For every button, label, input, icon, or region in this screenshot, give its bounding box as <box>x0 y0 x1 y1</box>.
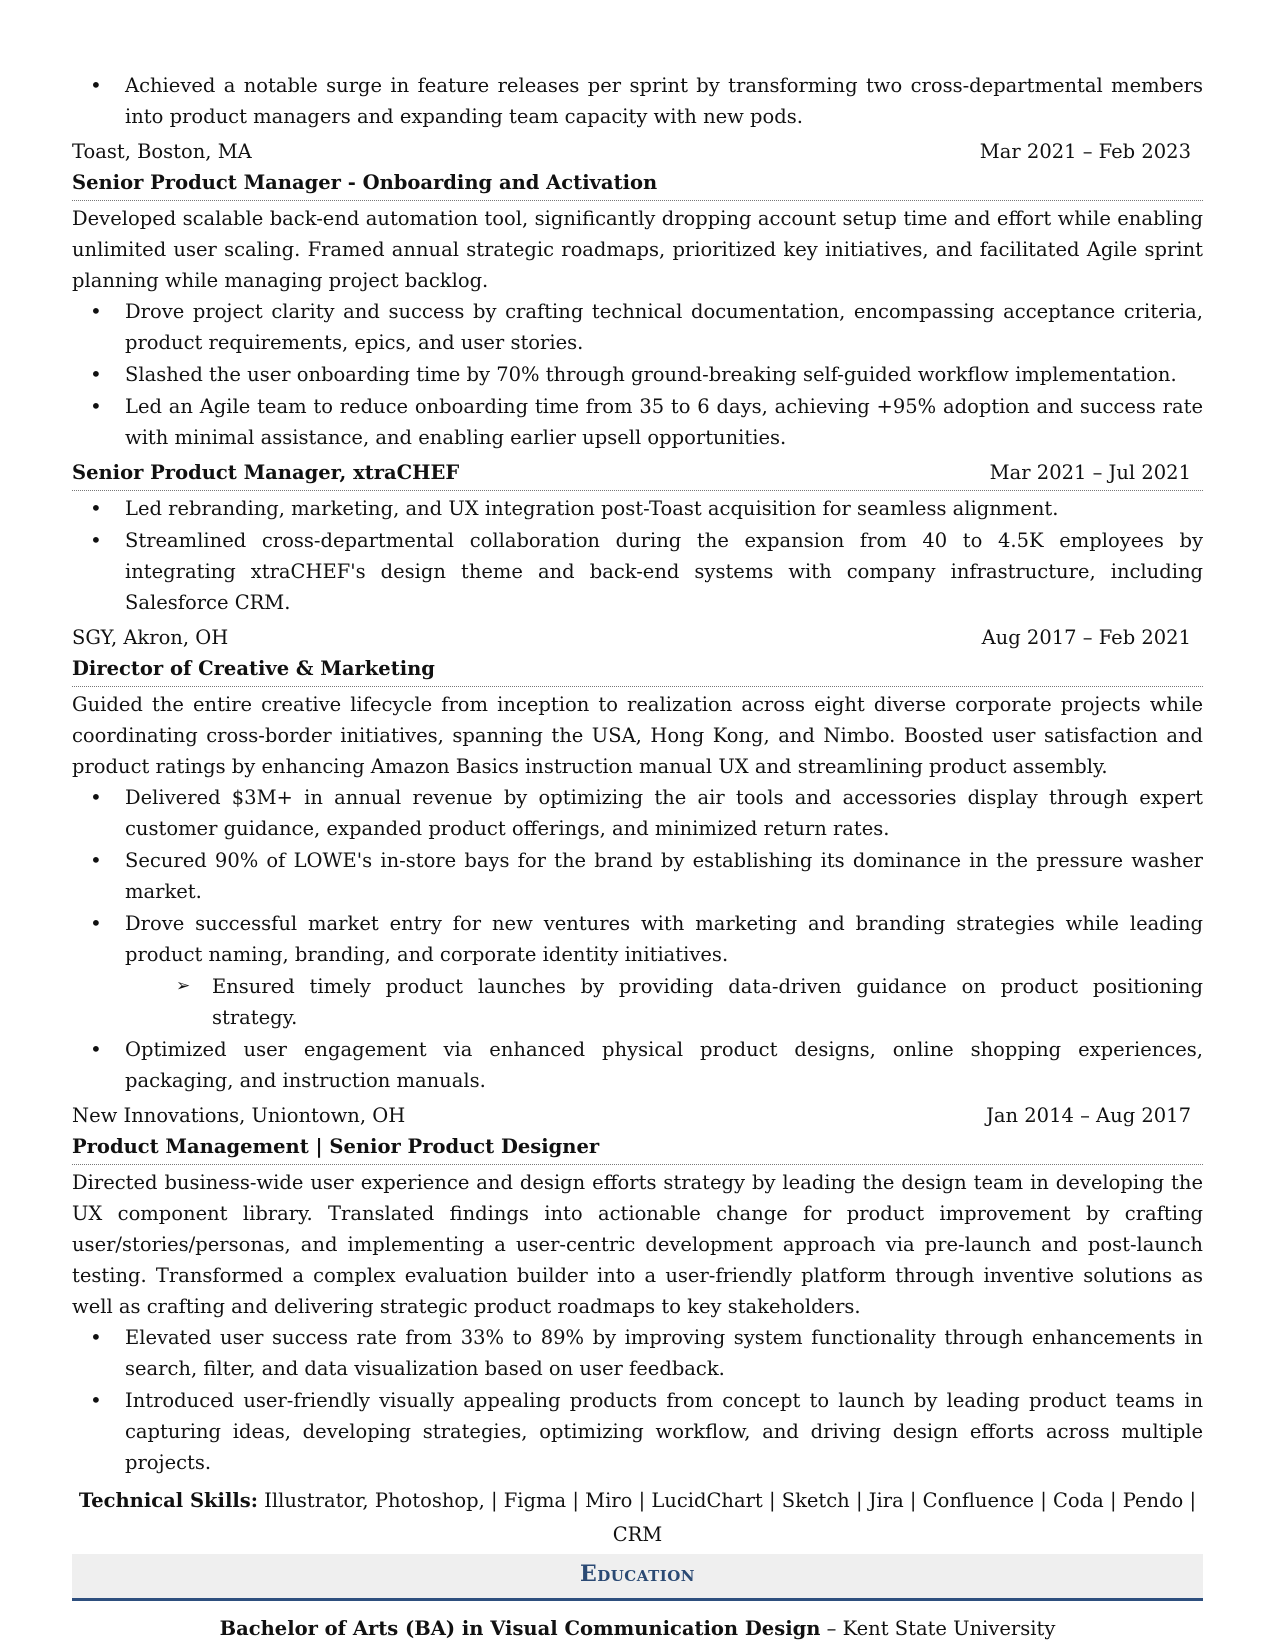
bullet-icon: • <box>90 1325 102 1349</box>
bullet-item <box>72 1322 1203 1384</box>
arrow-bullet-icon: ➢ <box>176 976 191 996</box>
job-summary: Directed business-wide user experience and design efforts strategy by leading the design team in developing the UX component library. Translated findings into actionable change for product improvement by crafting user/stories/personas, and implementing a user-centric development approach via pre-launch and post-launch testing. Transformed a complex evaluation builder into a user-friendly platform through inventive solutions as well as crafting and delivering strategic product roadmaps to key stakeholders. <box>72 1171 1203 1318</box>
bullet-icon: • <box>90 528 102 552</box>
bullet-text: Optimized user engagement via enhanced physical product designs, online shopping experiences, packaging, and instruction manuals. <box>125 1038 1203 1092</box>
bullet-text: Delivered $3M+ in annual revenue by optimizing the air tools and accessories display through expert customer guidance, expanded product offerings, and minimized return rates. <box>125 786 1203 840</box>
job-title: Senior Product Manager - Onboarding and Activation <box>72 167 1203 201</box>
bullet-text: Introduced user-friendly visually appealing products from concept to launch by leading product teams in capturing ideas, developing strategies, optimizing workflow, and driving design efforts across multiple projects. <box>125 1389 1203 1474</box>
job-dates: Mar 2021 – Jul 2021 <box>989 461 1191 484</box>
education-heading: Education <box>72 1554 1203 1601</box>
job-header-sgy <box>72 622 1203 653</box>
bullet-item <box>72 1385 1203 1478</box>
job-dates: Mar 2021 – Feb 2023 <box>979 140 1191 163</box>
job-dates: Jan 2014 – Aug 2017 <box>986 1104 1191 1127</box>
job-summary: Developed scalable back-end automation tool, significantly dropping account setup time and effort while enabling unlimited user scaling. Framed annual strategic roadmaps, prioritized key initiatives, and facilitated Agile sprint planning while managing project backlog. <box>72 207 1203 292</box>
degree: Bachelor of Arts (BA) in Visual Communication Design <box>219 1617 821 1640</box>
bullet-text: Led rebranding, marketing, and UX integration post-Toast acquisition for seamless alignment. <box>125 497 1059 520</box>
technical-skills <box>72 1484 1203 1552</box>
sub-bullet-item <box>72 971 1203 1033</box>
job-header-xtrachef <box>72 457 1203 491</box>
bullet-text: Drove successful market entry for new ventures with marketing and branding strategies while leading product naming, branding, and corporate identity initiatives. <box>125 912 1203 966</box>
new-innovations-bullet-list <box>72 1322 1203 1478</box>
job-header-toast <box>72 136 1203 167</box>
xtrachef-bullet-list <box>72 493 1203 618</box>
toast-bullet-list <box>72 296 1203 453</box>
bullet-text: Drove project clarity and success by crafting technical documentation, encompassing acceptance criteria, product requirements, epics, and user stories. <box>125 300 1203 354</box>
bullet-text: Elevated user success rate from 33% to 89% by improving system functionality through enhancements in search, filter, and data visualization based on user feedback. <box>125 1326 1203 1380</box>
skills-label: Technical Skills: <box>78 1489 258 1512</box>
bullet-icon: • <box>90 911 102 935</box>
bullet-item <box>72 70 1203 132</box>
sgy-bullet-list <box>72 782 1203 1096</box>
job-title: Director of Creative & Marketing <box>72 653 1203 687</box>
bullet-item <box>72 296 1203 358</box>
bullet-text: Secured 90% of LOWE's in-store bays for the brand by establishing its dominance in the pressure washer market. <box>125 849 1203 903</box>
company-name: SGY, Akron, OH <box>72 626 229 649</box>
bullet-icon: • <box>90 299 102 323</box>
bullet-item <box>72 1034 1203 1096</box>
bullet-text: Streamlined cross-departmental collaboration during the expansion from 40 to 4.5K employees by integrating xtraCHEF's design theme and back-end systems with company infrastructure, including Salesforce CRM. <box>125 529 1203 614</box>
bullet-item <box>72 782 1203 844</box>
bullet-icon: • <box>90 73 102 97</box>
bullet-item <box>72 493 1203 524</box>
bullet-icon: • <box>90 848 102 872</box>
bullet-text: Slashed the user onboarding time by 70% through ground-breaking self-guided workflow implementation. <box>125 363 1177 386</box>
job-dates: Aug 2017 – Feb 2021 <box>981 626 1191 649</box>
job-title: Product Management | Senior Product Designer <box>72 1131 1203 1165</box>
bullet-icon: • <box>90 394 102 418</box>
bullet-text: Led an Agile team to reduce onboarding time from 35 to 6 days, achieving +95% adoption and success rate with minimal assistance, and enabling earlier upsell opportunities. <box>125 395 1203 449</box>
bullet-icon: • <box>90 1388 102 1412</box>
bullet-icon: • <box>90 1037 102 1061</box>
intro-bullet-list <box>72 70 1203 132</box>
job-header-new-innovations <box>72 1100 1203 1131</box>
company-name: New Innovations, Uniontown, OH <box>72 1104 406 1127</box>
company-name: Toast, Boston, MA <box>72 140 252 163</box>
job-title: Senior Product Manager, xtraCHEF <box>72 461 460 484</box>
bullet-text: Achieved a notable surge in feature releases per sprint by transforming two cross-departmental members into product managers and expanding team capacity with new pods. <box>125 74 1203 128</box>
bullet-icon: • <box>90 785 102 809</box>
bullet-text: Ensured timely product launches by providing data-driven guidance on product positioning strategy. <box>212 975 1203 1029</box>
bullet-icon: • <box>90 496 102 520</box>
skills-list: Illustrator, Photoshop, | Figma | Miro | LucidChart | Sketch | Jira | Confluence | Coda | Pendo | CRM <box>264 1489 1197 1546</box>
bullet-item <box>72 391 1203 453</box>
bullet-item <box>72 908 1203 970</box>
education-entry <box>72 1613 1203 1645</box>
bullet-item <box>72 845 1203 907</box>
job-summary: Guided the entire creative lifecycle from inception to realization across eight diverse corporate projects while coordinating cross-border initiatives, spanning the USA, Hong Kong, and Nimbo. Boosted user satisfaction and product ratings by enhancing Amazon Basics instruction manual UX and streamlining product assembly. <box>72 693 1203 778</box>
bullet-item <box>72 525 1203 618</box>
school: Kent State University <box>842 1617 1056 1640</box>
bullet-icon: • <box>90 362 102 386</box>
bullet-item <box>72 359 1203 390</box>
separator: – <box>826 1617 837 1640</box>
